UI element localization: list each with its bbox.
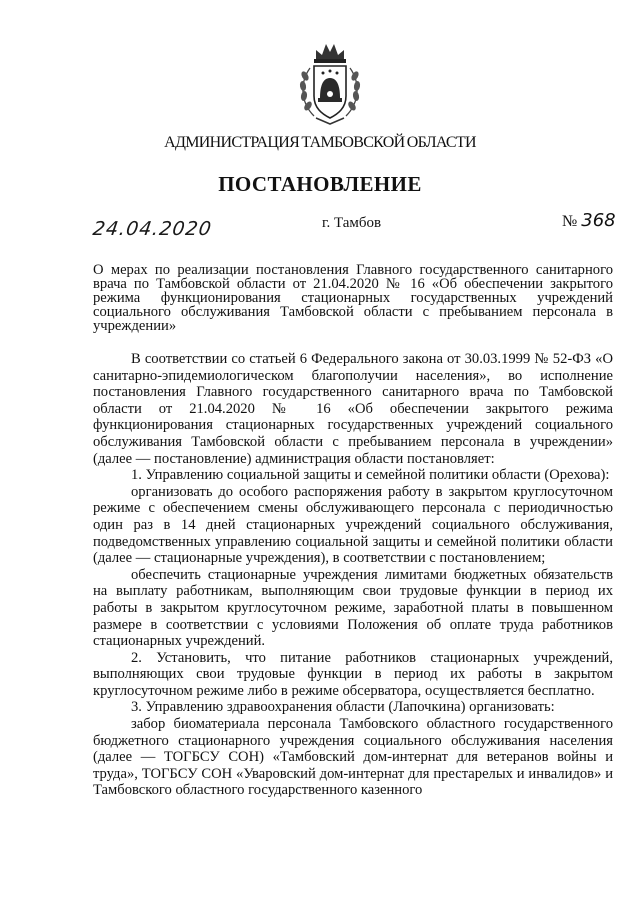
body-paragraph: забор биоматериала персонала Тамбовского областного государственного бюджетного стационарного учреждения социального обслуживания населения (далее — ТОГБСУ СОН) «Тамбовский дом-интернат для ветеранов войны и труда», ТОГБСУ СОН «Уваровский дом-интернат для престарелых и инвалидов» и Тамбовского областного государственного казенного bbox=[93, 716, 613, 799]
number-sign: № bbox=[562, 213, 578, 230]
organization-name: АДМИНИСТРАЦИЯ ТАМБОВСКОЙ ОБЛАСТИ bbox=[164, 134, 476, 151]
body-paragraph: 3. Управлению здравоохранения области (Лапочкина) организовать: bbox=[131, 699, 555, 716]
city-label: г. Тамбов bbox=[322, 215, 382, 231]
coat-of-arms-icon bbox=[292, 38, 368, 128]
body-paragraph: организовать до особого распоряжения работу в закрытом круглосуточном режиме с обеспечением смены обслуживающего персонала с периодичностью один раз в 14 дней стационарных учреждений социального обслуживания, подведомственных управлению социальной защиты и семейной политики области (далее — стационарные учреждения), в соответствии с постановлением; bbox=[93, 483, 613, 567]
body-paragraph: В соответствии со статьей 6 Федерального закона от 30.03.1999 № 52-ФЗ «О санитарно-эпидемиологическом благополучии населения», во исполнение постановления Главного государственного санитарного врача по Тамбовской области от 21.04.2020 № 16 «Об обеспечении закрытого режима функционирования стационарных государственных учреждений социального обслуживания Тамбовской области с пребыванием персонала в учреждении» (далее — постановление) администрация области постановляет: bbox=[93, 351, 613, 467]
coat-of-arms-emblem bbox=[292, 38, 368, 128]
handwritten-date: 24.04.2020 bbox=[91, 218, 214, 240]
document-type: ПОСТАНОВЛЕНИЕ bbox=[218, 172, 422, 196]
document-title: О мерах по реализации постановления Главного государственного санитарного врача по Тамбовской области от 21.04.2020 № 16 «Об обеспечении закрытого режима функционирования стационарных государственных учреждений социального обслуживания Тамбовской области с пребыванием персонала в учреждении» bbox=[93, 262, 613, 334]
body-paragraph: обеспечить стационарные учреждения лимитами бюджетных обязательств на выплату работникам, выполняющим свои трудовые функции в период их работы в закрытом круглосуточном режиме, заработной платы в повышенном размере в соответствии с условиями Положения об оплате труда работников стационарных учреждений. bbox=[93, 566, 613, 650]
body-paragraph: 1. Управлению социальной защиты и семейной политики области (Орехова): bbox=[131, 467, 610, 484]
body-paragraph: 2. Установить, что питание работников стационарных учреждений, выполняющих свои трудовые функции в период их работы в закрытом круглосуточном режиме либо в режиме обсерватора, осуществляется бесплатно. bbox=[93, 649, 613, 699]
document-number bbox=[562, 210, 616, 231]
document-body bbox=[93, 351, 613, 799]
handwritten-number: 368 bbox=[581, 210, 616, 231]
